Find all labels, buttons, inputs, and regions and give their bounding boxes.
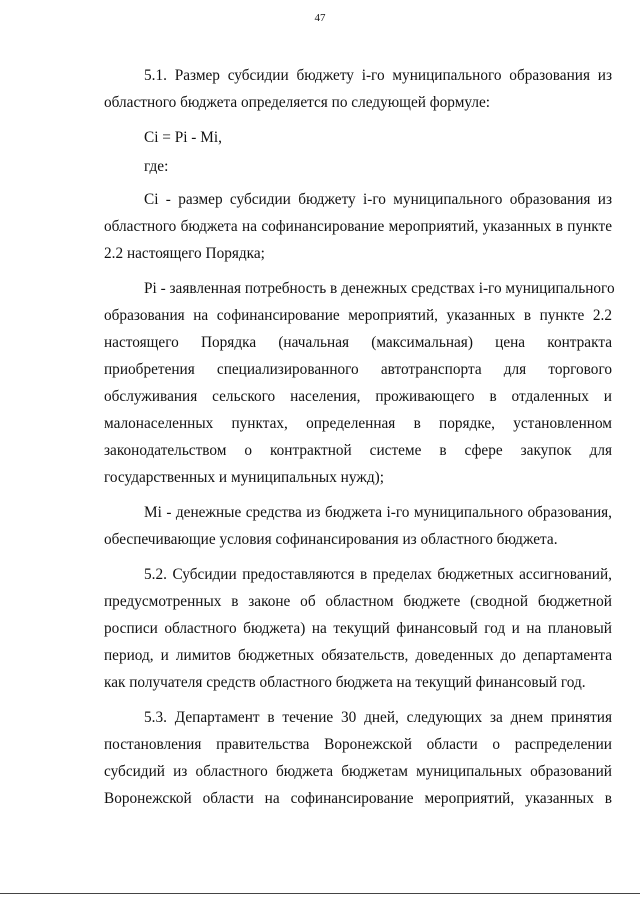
paragraph-5-3 xyxy=(104,704,612,812)
text-line: 5.2. Субсидии предоставляются в пределах бюджетных ассигнований, xyxy=(144,566,612,583)
text-line: малонаселенных пунктах, определенная в порядке, установленном xyxy=(104,415,612,432)
text-line: Ci = Pi - Mi, xyxy=(144,129,222,146)
text-line: Воронежской области на софинансирование мероприятий, указанных в xyxy=(104,790,612,807)
text-line: законодательством о контрактной системе в сфере закупок для xyxy=(104,442,612,459)
text-line: как получателя средств областного бюджета на текущий финансовый год. xyxy=(104,674,586,691)
text-line: обслуживания сельского населения, проживающего в отдаленных и xyxy=(104,388,612,405)
text-line: 5.3. Департамент в течение 30 дней, следующих за днем принятия xyxy=(144,709,612,726)
text-line: областного бюджета на софинансирование мероприятий, указанных в пункте xyxy=(104,218,612,235)
page-number: 47 xyxy=(314,12,326,24)
text-line: областного бюджета определяется по следующей формуле: xyxy=(104,94,491,111)
text-line: росписи областного бюджета) на текущий финансовый год и на плановый xyxy=(104,620,612,637)
text-line: Ci - размер субсидии бюджету i-го муниципального образования из xyxy=(144,191,612,208)
paragraph-5-2 xyxy=(104,561,612,696)
text-line: приобретения специализированного автотранспорта для торгового xyxy=(104,361,612,378)
where-label xyxy=(104,153,612,180)
text-line: постановления правительства Воронежской области о распределении xyxy=(104,736,612,753)
formula xyxy=(104,124,612,151)
paragraph-pi-definition xyxy=(104,275,615,491)
text-line: Pi - заявленная потребность в денежных средствах i-го муниципального xyxy=(144,280,615,297)
text-line: 2.2 настоящего Порядка; xyxy=(104,245,265,262)
text-line: государственных и муниципальных нужд); xyxy=(104,469,385,486)
paragraph-5-1 xyxy=(104,62,612,116)
text-line: настоящего Порядка (начальная (максимальная) цена контракта xyxy=(104,334,612,351)
text-line: обеспечивающие условия софинансирования из областного бюджета. xyxy=(104,531,558,548)
paragraph-ci-definition xyxy=(104,186,612,267)
text-line: предусмотренных в законе об областном бюджете (сводной бюджетной xyxy=(104,593,612,610)
text-line: период, и лимитов бюджетных обязательств, доведенных до департамента xyxy=(104,647,612,664)
text-line: 5.1. Размер субсидии бюджету i-го муниципального образования из xyxy=(144,67,612,84)
text-line: где: xyxy=(144,158,169,175)
document-body xyxy=(104,62,615,820)
text-line: образования на софинансирование мероприятий, указанных в пункте 2.2 xyxy=(104,307,612,324)
text-line: субсидий из областного бюджета бюджетам муниципальных образований xyxy=(104,763,612,780)
page-bottom-rule xyxy=(0,893,640,894)
paragraph-mi-definition xyxy=(104,499,612,553)
text-line: Mi - денежные средства из бюджета i-го муниципального образования, xyxy=(144,504,612,521)
